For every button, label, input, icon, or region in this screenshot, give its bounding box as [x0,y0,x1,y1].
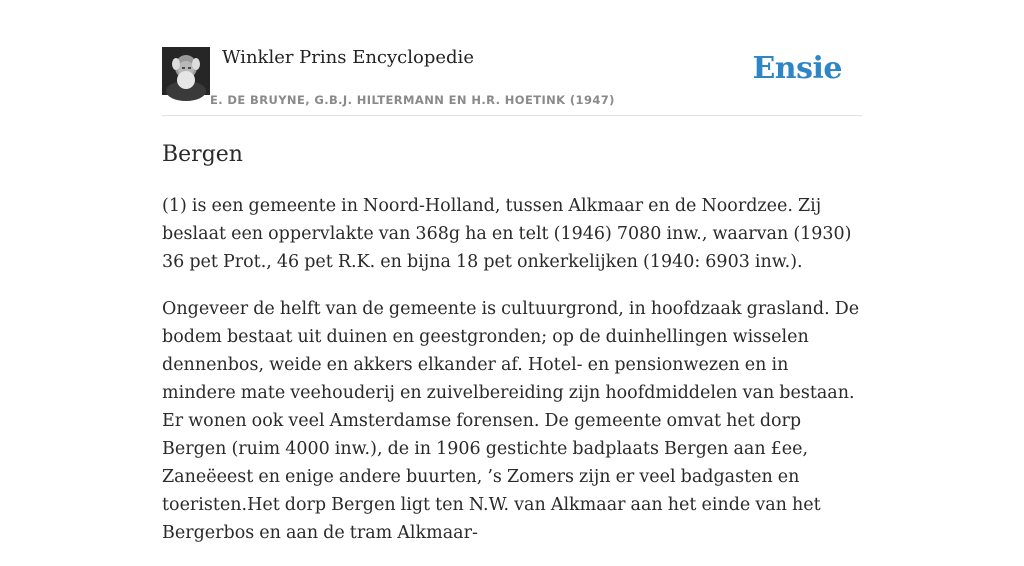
publication-title[interactable]: Winkler Prins Encyclopedie [222,47,474,68]
ensie-logo-link[interactable]: Ensie [752,51,842,86]
portrait-icon [162,47,210,95]
article-body [162,192,862,566]
publication-authors: E. DE BRUYNE, G.B.J. HILTERMANN EN H.R. HOETINK (1947) [210,93,615,107]
article-paragraph-1: (1) is een gemeente in Noord-Holland, tussen Alkmaar en de Noordzee. Zij beslaat een oppervlakte van 368g ha en telt (1946) 7080 inw., waarvan (1930) 36 pet Prot., 46 pet R.K. en bijna 18 pet onkerkelijken (1940: 6903 inw.). [162,196,852,272]
article-paragraph-2: Ongeveer de helft van de gemeente is cultuurgrond, in hoofdzaak grasland. De bodem bestaat uit duinen en geestgronden; op de duinhellingen wisselen dennenbos, weide en akkers elkander af. Hotel- en pensionwezen en in mindere mate veehouderij en zuivelbereiding zijn hoofdmiddelen van bestaan. Er wonen ook veel Amsterdamse forensen. De gemeente omvat het dorp Bergen (ruim 4000 inw.), de in 1906 gestichte badplaats Bergen aan £ee, Zaneëeest en enige andere buurten, ’s Zomers zijn er veel badgasten en toeristen.Het dorp Bergen ligt ten N.W. van Alkmaar aan het einde van het Bergerbos en aan de tram Alkmaar- [162,299,860,543]
avatar [162,47,210,95]
article-title: Bergen [162,142,243,167]
header [162,0,862,116]
